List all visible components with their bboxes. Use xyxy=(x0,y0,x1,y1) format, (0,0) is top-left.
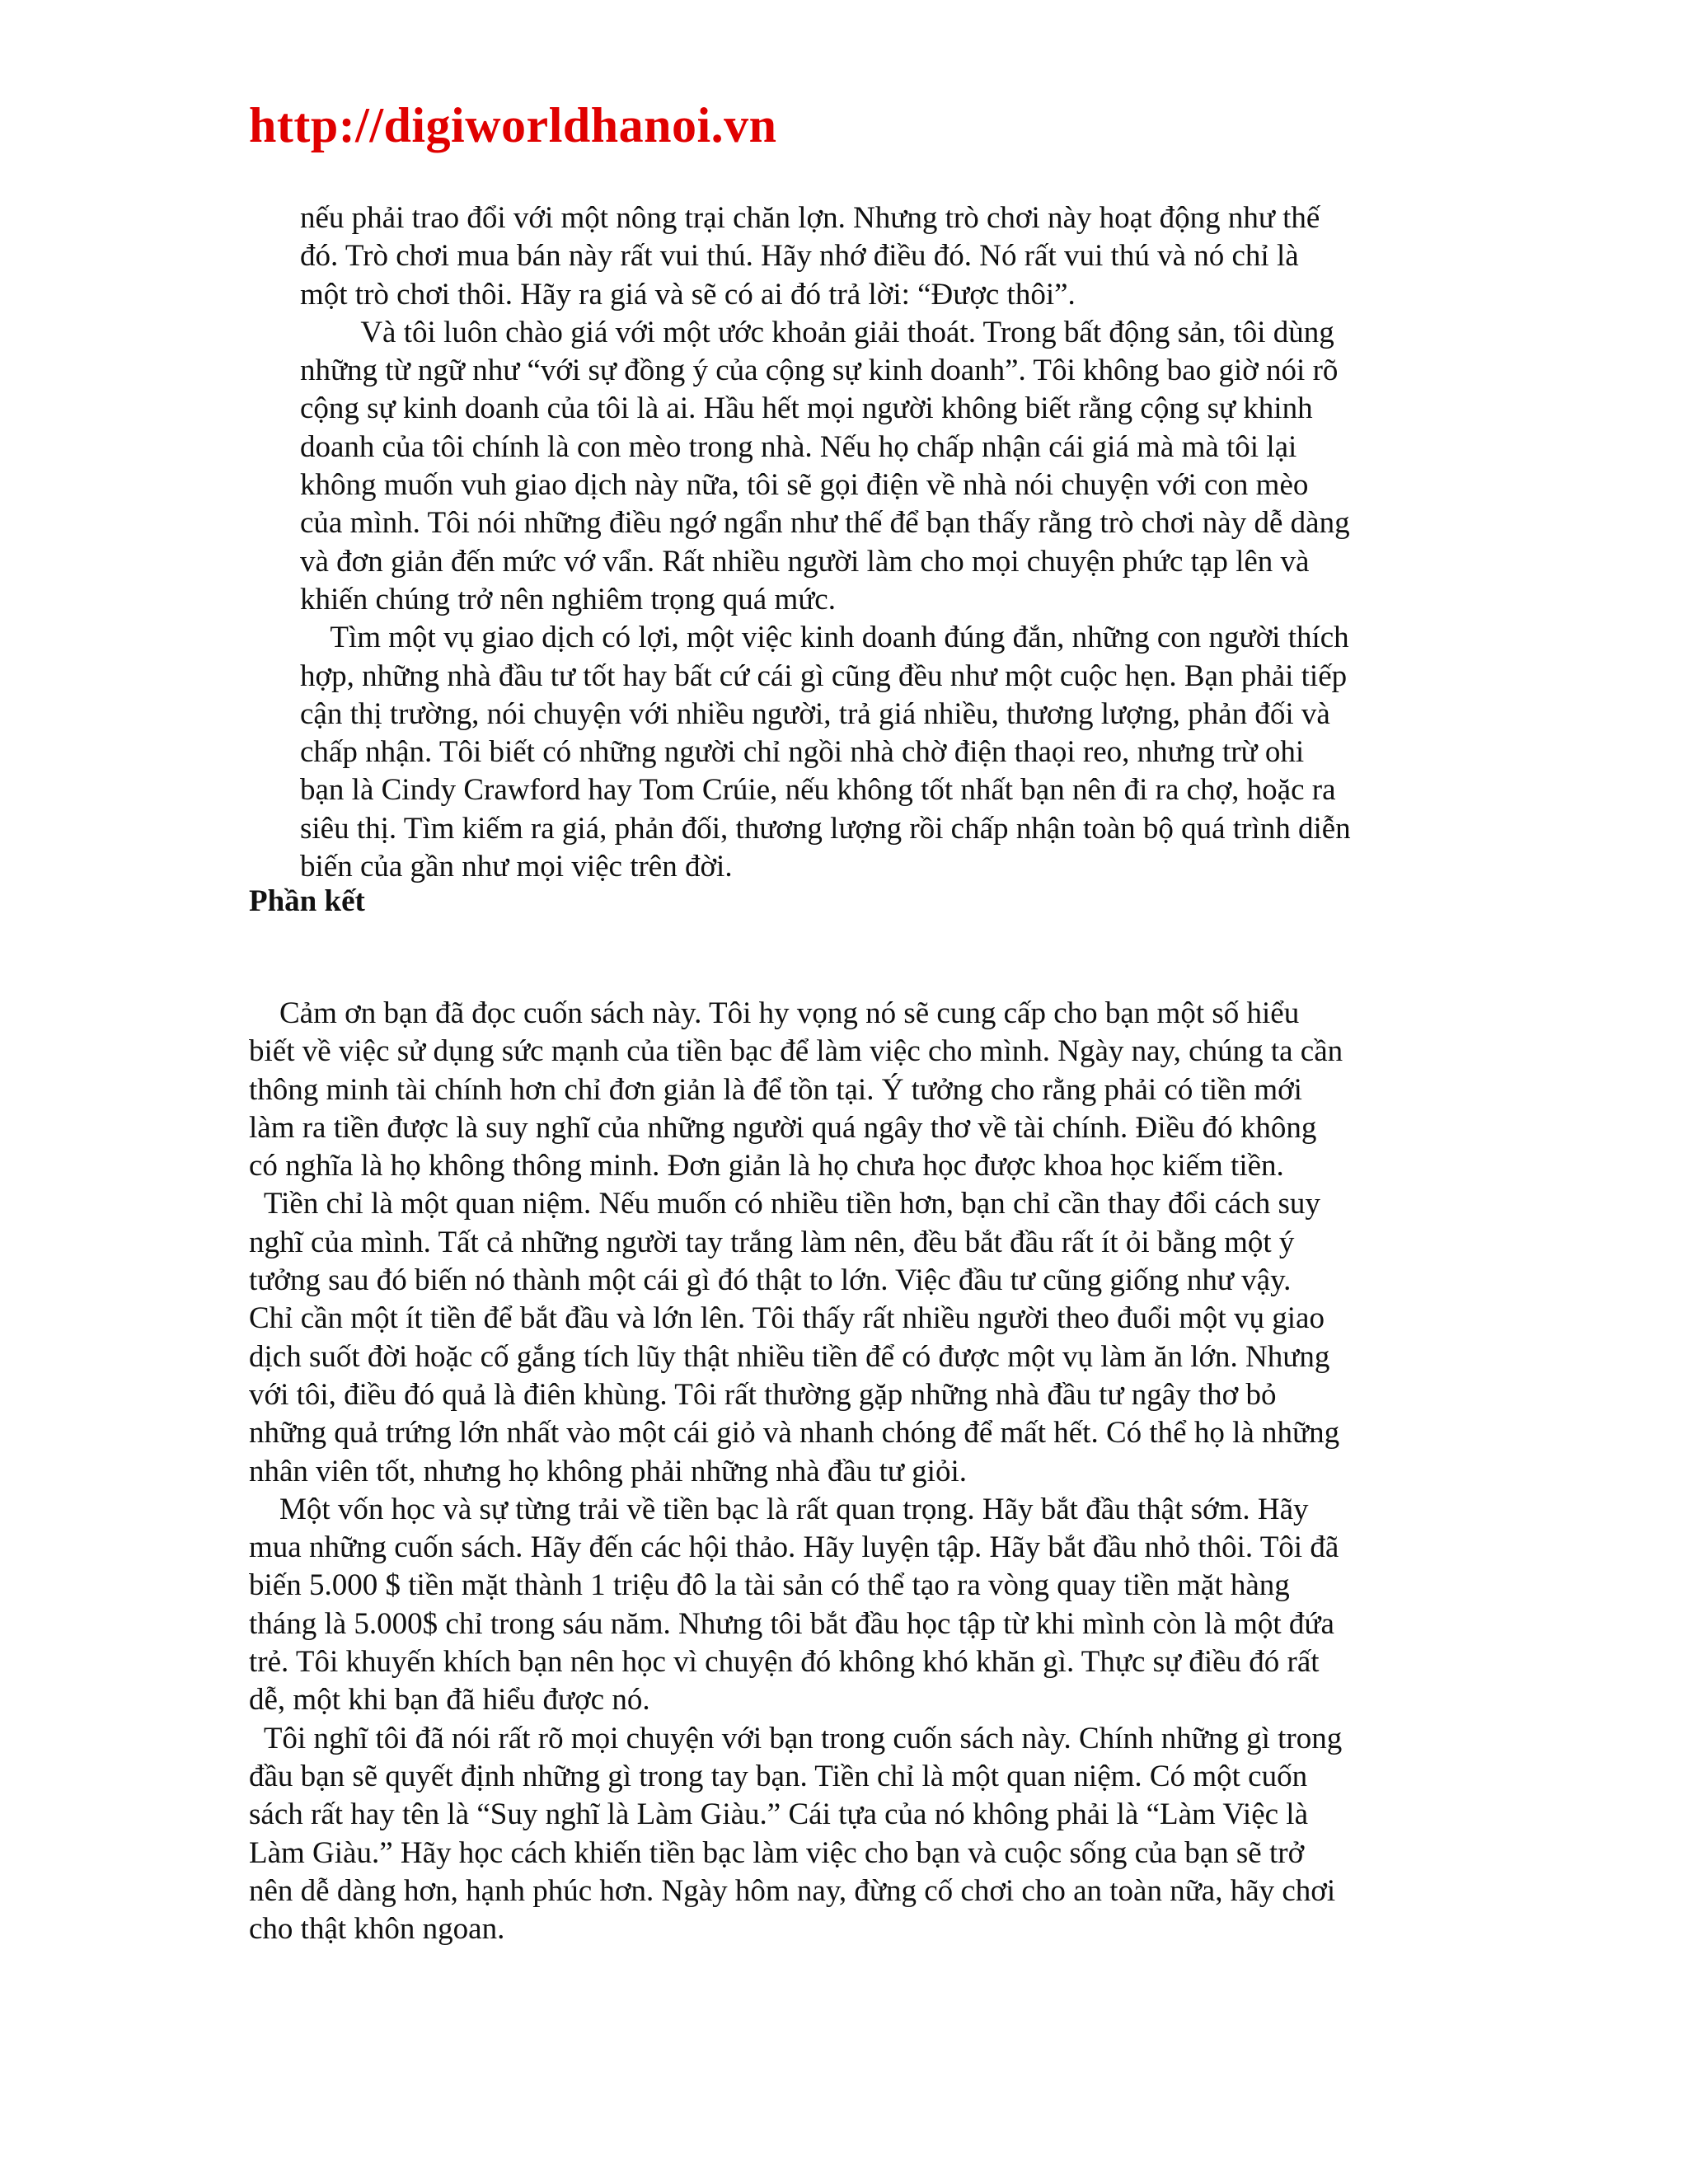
text-line: đó. Trò chơi mua bán này rất vui thú. Hãy nhớ điều đó. Nó rất vui thú và nó chỉ là xyxy=(300,239,1299,274)
text-line: tháng là 5.000$ chỉ trong sáu năm. Nhưng tôi bắt đầu học tập từ khi mình còn là một đứa xyxy=(249,1606,1334,1641)
text-line: cận thị trường, nói chuyện với nhiều người, trả giá nhiều, thương lượng, phản đối và xyxy=(300,696,1330,731)
text-line: mua những cuốn sách. Hãy đến các hội thảo. Hãy luyện tập. Hãy bắt đầu nhỏ thôi. Tôi đã xyxy=(249,1530,1339,1565)
text-line: chấp nhận. Tôi biết có những người chỉ ngồi nhà chờ điện thaọi reo, nhưng trừ ohi xyxy=(300,735,1305,770)
text-line: Tìm một vụ giao dịch có lợi, một việc kinh doanh đúng đắn, những con người thích xyxy=(300,621,1349,655)
text-line: Một vốn học và sự từng trải về tiền bạc là rất quan trọng. Hãy bắt đầu thật sớm. Hãy xyxy=(249,1492,1309,1526)
header-url: http://digiworldhanoi.vn xyxy=(249,98,777,152)
text-line: nghĩ của mình. Tất cả những người tay trắng làm nên, đều bắt đầu rất ít ỏi bằng một ý xyxy=(249,1225,1295,1259)
text-line: nhân viên tốt, nhưng họ không phải những nhà đầu tư giỏi. xyxy=(249,1454,967,1488)
text-line: đầu bạn sẽ quyết định những gì trong tay bạn. Tiền chỉ là một quan niệm. Có một cuốn xyxy=(249,1759,1308,1793)
text-line: thông minh tài chính hơn chỉ đơn giản là để tồn tại. Ý tưởng cho rằng phải có tiền mới xyxy=(249,1072,1302,1107)
text-line: một trò chơi thôi. Hãy ra giá và sẽ có ai đó trả lời: “Được thôi”. xyxy=(300,277,1076,312)
text-line: dễ, một khi bạn đã hiểu được nó. xyxy=(249,1683,650,1718)
text-line: có nghĩa là họ không thông minh. Đơn giản là họ chưa học được khoa học kiếm tiền. xyxy=(249,1149,1284,1183)
text-line: biến của gần như mọi việc trên đời. xyxy=(300,850,733,884)
text-line: với tôi, điều đó quả là điên khùng. Tôi rất thường gặp những nhà đầu tư ngây thơ bỏ xyxy=(249,1377,1277,1412)
text-line: làm ra tiền được là suy nghĩ của những người quá ngây thơ về tài chính. Điều đó không xyxy=(249,1110,1317,1145)
text-line: những từ ngữ như “với sự đồng ý của cộng sự kinh doanh”. Tôi không bao giờ nói rõ xyxy=(300,354,1339,388)
body-text-section-1 xyxy=(300,199,1351,886)
text-line: và đơn giản đến mức vớ vẩn. Rất nhiều người làm cho mọi chuyện phức tạp lên và xyxy=(300,544,1310,579)
text-line: cộng sự kinh doanh của tôi là ai. Hầu hết mọi người không biết rằng cộng sự khinh xyxy=(300,391,1313,426)
text-line: Cảm ơn bạn đã đọc cuốn sách này. Tôi hy vọng nó sẽ cung cấp cho bạn một số hiểu xyxy=(249,996,1300,1030)
text-line: Tôi nghĩ tôi đã nói rất rõ mọi chuyện với bạn trong cuốn sách này. Chính những gì trong xyxy=(249,1721,1343,1755)
text-line: siêu thị. Tìm kiếm ra giá, phản đối, thương lượng rồi chấp nhận toàn bộ quá trình diễn xyxy=(300,811,1351,846)
text-line: doanh của tôi chính là con mèo trong nhà. Nếu họ chấp nhận cái giá mà mà tôi lại xyxy=(300,429,1297,464)
text-line: sách rất hay tên là “Suy nghĩ là Làm Giàu.” Cái tựa của nó không phải là “Làm Việc là xyxy=(249,1797,1308,1832)
text-line: nên dễ dàng hơn, hạnh phúc hơn. Ngày hôm nay, đừng cố chơi cho an toàn nữa, hãy chơi xyxy=(249,1873,1336,1908)
text-line: biết về việc sử dụng sức mạnh của tiền bạc để làm việc cho mình. Ngày nay, chúng ta cần xyxy=(249,1034,1343,1069)
text-line: Và tôi luôn chào giá với một ước khoản giải thoát. Trong bất động sản, tôi dùng xyxy=(300,315,1334,349)
text-line: Tiền chỉ là một quan niệm. Nếu muốn có nhiều tiền hơn, bạn chỉ cần thay đổi cách suy xyxy=(249,1187,1320,1221)
text-line: trẻ. Tôi khuyến khích bạn nên học vì chuyện đó không khó khăn gì. Thực sự điều đó rất xyxy=(249,1645,1320,1680)
text-line: nếu phải trao đổi với một nông trại chăn lợn. Nhưng trò chơi này hoạt động như thế xyxy=(300,201,1320,235)
body-text-section-2 xyxy=(249,995,1343,1948)
text-line: Chỉ cần một ít tiền để bắt đầu và lớn lên. Tôi thấy rất nhiều người theo đuổi một vụ giao xyxy=(249,1301,1325,1336)
text-line: dịch suốt đời hoặc cố gắng tích lũy thật nhiều tiền để có được một vụ làm ăn lớn. Nhưng xyxy=(249,1339,1330,1374)
text-line: hợp, những nhà đầu tư tốt hay bất cứ cái gì cũng đều như một cuộc hẹn. Bạn phải tiếp xyxy=(300,658,1348,693)
text-line: tưởng sau đó biến nó thành một cái gì đó thật to lớn. Việc đầu tư cũng giống như vậy. xyxy=(249,1263,1292,1298)
text-line: bạn là Cindy Crawford hay Tom Crúie, nếu không tốt nhất bạn nên đi ra chợ, hoặc ra xyxy=(300,773,1336,808)
text-line: của mình. Tôi nói những điều ngớ ngẩn như thế để bạn thấy rằng trò chơi này dễ dàng xyxy=(300,506,1350,541)
text-line: không muốn vuh giao dịch này nữa, tôi sẽ gọi điện về nhà nói chuyện với con mèo xyxy=(300,468,1309,503)
text-line: khiến chúng trở nên nghiêm trọng quá mức. xyxy=(300,582,836,616)
section-heading: Phần kết xyxy=(249,884,365,918)
text-line: những quả trứng lớn nhất vào một cái giỏ và nhanh chóng để mất hết. Có thể họ là những xyxy=(249,1416,1340,1451)
text-line: biến 5.000 $ tiền mặt thành 1 triệu đô la tài sản có thể tạo ra vòng quay tiền mặt hàng xyxy=(249,1568,1290,1603)
text-line: Làm Giàu.” Hãy học cách khiến tiền bạc làm việc cho bạn và cuộc sống của bạn sẽ trở xyxy=(249,1835,1305,1870)
text-line: cho thật khôn ngoan. xyxy=(249,1912,505,1947)
